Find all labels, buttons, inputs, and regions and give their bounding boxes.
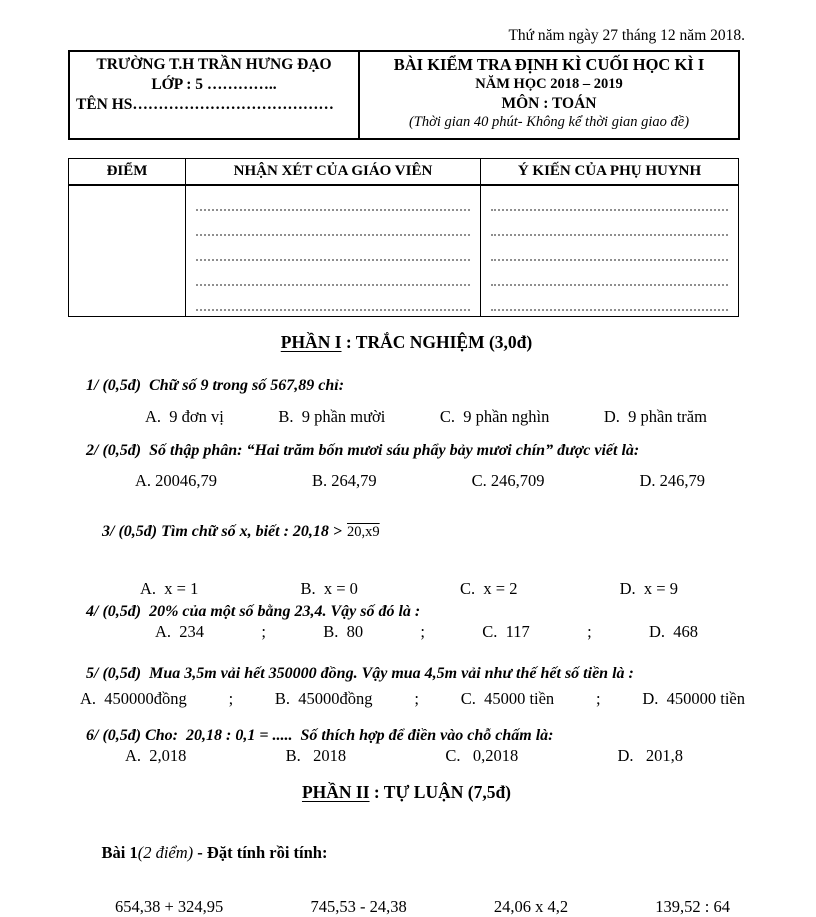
exam-info-cell [359,51,739,140]
answer-option-b: B. 2018 [285,745,347,765]
dotted-line [196,261,470,286]
answer-option-a: A. 20046,79 [135,470,218,490]
part1-heading-label: PHẦN I [280,331,342,352]
dotted-line [196,186,470,211]
answer-option-b: B. x = 0 [300,579,358,599]
dotted-line [491,211,728,236]
dotted-line [491,236,728,261]
question-3-overline-number: 20,x9 [347,524,380,541]
part2-heading [68,782,745,803]
question-2-answers [135,471,705,491]
class-line: LỚP : 5 ………….. [151,75,277,93]
score-cell [69,185,186,316]
answer-option-a: A. 234 [155,622,205,642]
dotted-line [491,186,728,211]
part1-heading-rest: : TRẮC NGHIỆM (3,0đ) [341,331,533,352]
exam-subject: MÔN : TOÁN [501,95,597,113]
answer-separator: ; [414,688,419,708]
answer-option-a: A. 2,018 [125,745,187,765]
school-info-cell [69,51,359,140]
answer-option-d: D. 9 phần trăm [603,406,707,426]
question-6-answers [125,746,683,766]
exercise-1-points: (2 điểm) [137,843,194,863]
answer-option-a: A. 450000đồng [80,688,187,708]
score-column-header: ĐIỂM [69,159,186,186]
parent-opinion-cell [481,185,739,316]
answer-option-b: B. 264,79 [312,470,377,490]
question-6-text: 6/ (0,5đ) Cho: 20,18 : 0,1 = ..... Số thích hợp để điền vào chỗ chấm là: [86,726,554,744]
question-4-answers [155,622,698,642]
answer-option-b: B. 45000đồng [274,688,373,708]
dotted-line [491,286,728,311]
header-table [68,50,740,141]
answer-separator: ; [261,622,266,642]
question-5-answers [80,689,745,709]
answer-separator: ; [228,688,234,708]
exercise-1-calculations [115,897,730,917]
answer-option-a: A. x = 1 [140,579,199,599]
answer-option-c: C. 0,2018 [445,745,519,765]
answer-option-c: C. x = 2 [460,579,518,599]
answer-option-c: C. 45000 tiền [460,688,555,708]
exam-title: BÀI KIỂM TRA ĐỊNH KÌ CUỐI HỌC KÌ I [393,54,705,74]
school-name: TRƯỜNG T.H TRẦN HƯNG ĐẠO [96,55,332,73]
school-year: NĂM HỌC 2018 – 2019 [475,76,623,93]
answer-separator: ; [595,688,601,708]
question-2-text: 2/ (0,5đ) Số thập phân: “Hai trăm bốn mươi sáu phẩy bảy mươi chín” được viết là: [86,441,640,459]
calculation-subtraction: 745,53 - 24,38 [310,897,407,917]
date-line: Thứ năm ngày 27 tháng 12 năm 2018. [508,27,745,44]
question-3-text-main: 3/ (0,5đ) Tìm chữ số x, biết : 20,18 > [102,523,343,541]
dotted-line [196,236,470,261]
exercise-1-label: Bài 1 [101,843,138,863]
answer-option-b: B. 80 [323,622,364,642]
part2-heading-label: PHẦN II [301,781,370,802]
answer-option-a: A. 9 đơn vị [145,406,224,426]
part2-heading-rest: : TỰ LUẬN (7,5đ) [369,781,512,802]
calculation-division: 139,52 : 64 [655,897,730,917]
teacher-comment-cell [186,185,481,316]
test-paper-page [68,27,745,917]
question-3-text [68,502,745,562]
dotted-line [196,211,470,236]
question-3-answers [140,579,678,599]
dotted-line [491,261,728,286]
calculation-addition: 654,38 + 324,95 [115,897,224,917]
student-name-line: TÊN HS………………………………… [76,95,334,113]
answer-separator: ; [420,622,425,642]
answer-separator: ; [587,622,592,642]
answer-option-c: C. 117 [482,622,530,642]
question-1-answers [145,407,707,427]
parent-opinion-column-header: Ý KIẾN CỦA PHỤ HUYNH [481,159,739,186]
part1-heading [68,332,745,353]
question-4-text: 4/ (0,5đ) 20% của một số bằng 23,4. Vậy số đó là : [86,603,421,621]
answer-option-b: B. 9 phần mười [278,406,386,426]
answer-option-c: C. 9 phần nghìn [439,406,550,426]
calculation-multiplication: 24,06 x 4,2 [493,897,569,917]
answer-option-d: D. 201,8 [617,745,683,765]
exercise-1-instruction: - Đặt tính rồi tính: [193,843,328,863]
exercise-1-line [68,823,745,885]
question-1-text: 1/ (0,5đ) Chữ số 9 trong số 567,89 chỉ: [86,376,345,394]
answer-option-d: D. 450000 tiền [642,688,745,708]
question-5-text: 5/ (0,5đ) Mua 3,5m vải hết 350000 đồng. Vậy mua 4,5m vải như thế hết số tiền là : [86,664,634,682]
dotted-line [196,286,470,311]
answer-option-c: C. 246,709 [471,470,545,490]
grade-comments-table [68,158,739,317]
teacher-comment-column-header: NHẬN XÉT CỦA GIÁO VIÊN [186,159,481,186]
answer-option-d: D. 246,79 [639,470,705,490]
duration-note: (Thời gian 40 phút- Không kể thời gian giao đề) [408,114,690,131]
answer-option-d: D. 468 [648,622,698,642]
answer-option-d: D. x = 9 [619,579,678,599]
